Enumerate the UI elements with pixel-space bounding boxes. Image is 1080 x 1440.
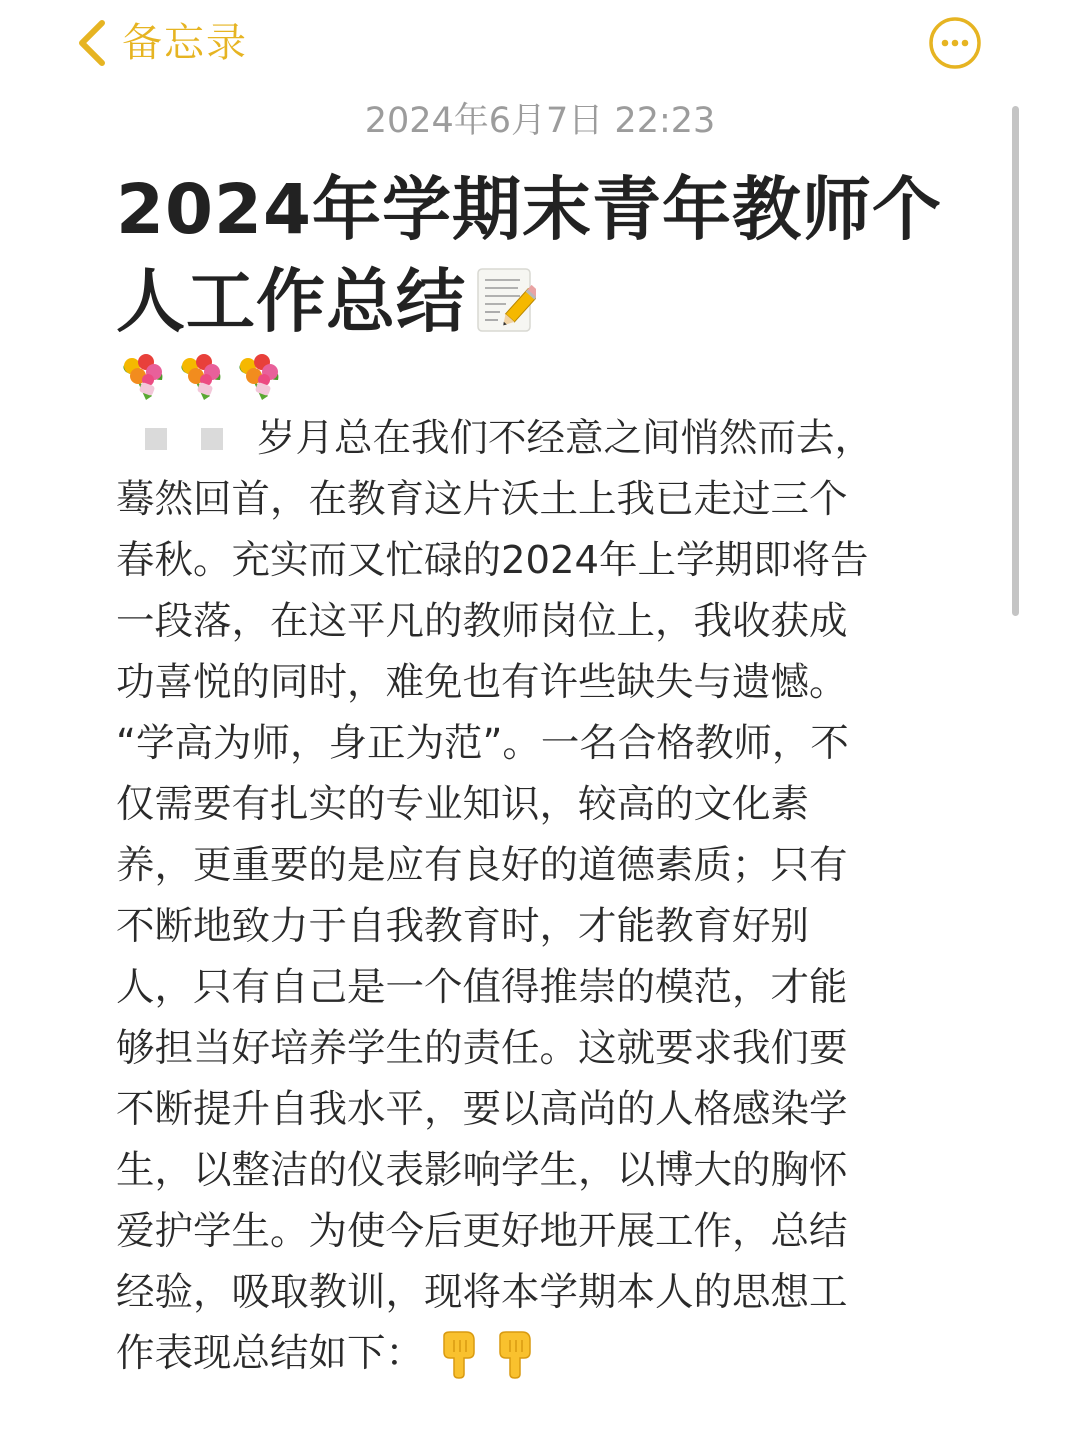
body-line: 功喜悦的同时，难免也有许些缺失与遗憾。 <box>116 660 848 705</box>
body-line: 不断地致力于自我教育时，才能教育好别 <box>116 904 810 949</box>
body-line: 一段落，在这平凡的教师岗位上，我收获成 <box>116 599 848 644</box>
body-line: 人，只有自己是一个值得推崇的模范，才能 <box>116 965 848 1010</box>
body-line: 仅需要有扎实的专业知识，较高的文化素 <box>116 782 810 827</box>
back-label: 备忘录 <box>122 20 248 66</box>
body-line: 够担当好培养学生的责任。这就要求我们要 <box>116 1026 848 1071</box>
body-line-text: 岁月总在我们不经意之间悄然而去， <box>257 416 874 461</box>
pointing-down-icon <box>436 1330 480 1380</box>
scrollbar[interactable] <box>1012 106 1020 616</box>
body-line: 不断提升自我水平，要以高尚的人格感染学 <box>116 1087 848 1132</box>
body-line: “学高为师，身正为范”。一名合格教师，不 <box>116 721 849 766</box>
body-line: 爱护学生。为使今后更好地开展工作，总结 <box>116 1209 848 1254</box>
body-line <box>116 408 986 469</box>
body-line: 春秋。充实而又忙碌的2024年上学期即将告 <box>116 538 869 583</box>
note-timestamp: 2024年6月7日 22:23 <box>364 101 716 141</box>
bouquet-icon <box>232 352 286 402</box>
body-line-text: 作表现总结如下： <box>116 1331 425 1376</box>
indent-square-icon <box>201 428 223 450</box>
navigation-bar <box>0 0 1080 90</box>
decoration-emoji-row <box>116 352 286 402</box>
memo-icon <box>476 267 536 333</box>
scrollbar-thumb[interactable] <box>1012 106 1019 616</box>
body-line <box>116 1323 986 1384</box>
bouquet-icon <box>116 352 170 402</box>
bouquet-icon <box>174 352 228 402</box>
body-line: 养，更重要的是应有良好的道德素质；只有 <box>116 843 848 888</box>
pointing-down-icon <box>492 1330 536 1380</box>
body-line: 蓦然回首，在教育这片沃土上我已走过三个 <box>116 477 848 522</box>
back-button[interactable] <box>72 14 248 72</box>
body-line: 经验，吸取教训，现将本学期本人的思想工 <box>116 1270 848 1315</box>
note-title-text: 2024年学期末青年教师个人工作总结 <box>116 170 943 342</box>
body-line: 生，以整洁的仪表影响学生，以博大的胸怀 <box>116 1148 848 1193</box>
more-options-button[interactable] <box>928 16 982 70</box>
note-body[interactable] <box>116 408 986 1384</box>
ellipsis-circle-icon <box>928 16 982 70</box>
chevron-left-icon <box>72 15 112 71</box>
indent-square-icon <box>145 428 167 450</box>
note-title[interactable] <box>116 164 976 348</box>
